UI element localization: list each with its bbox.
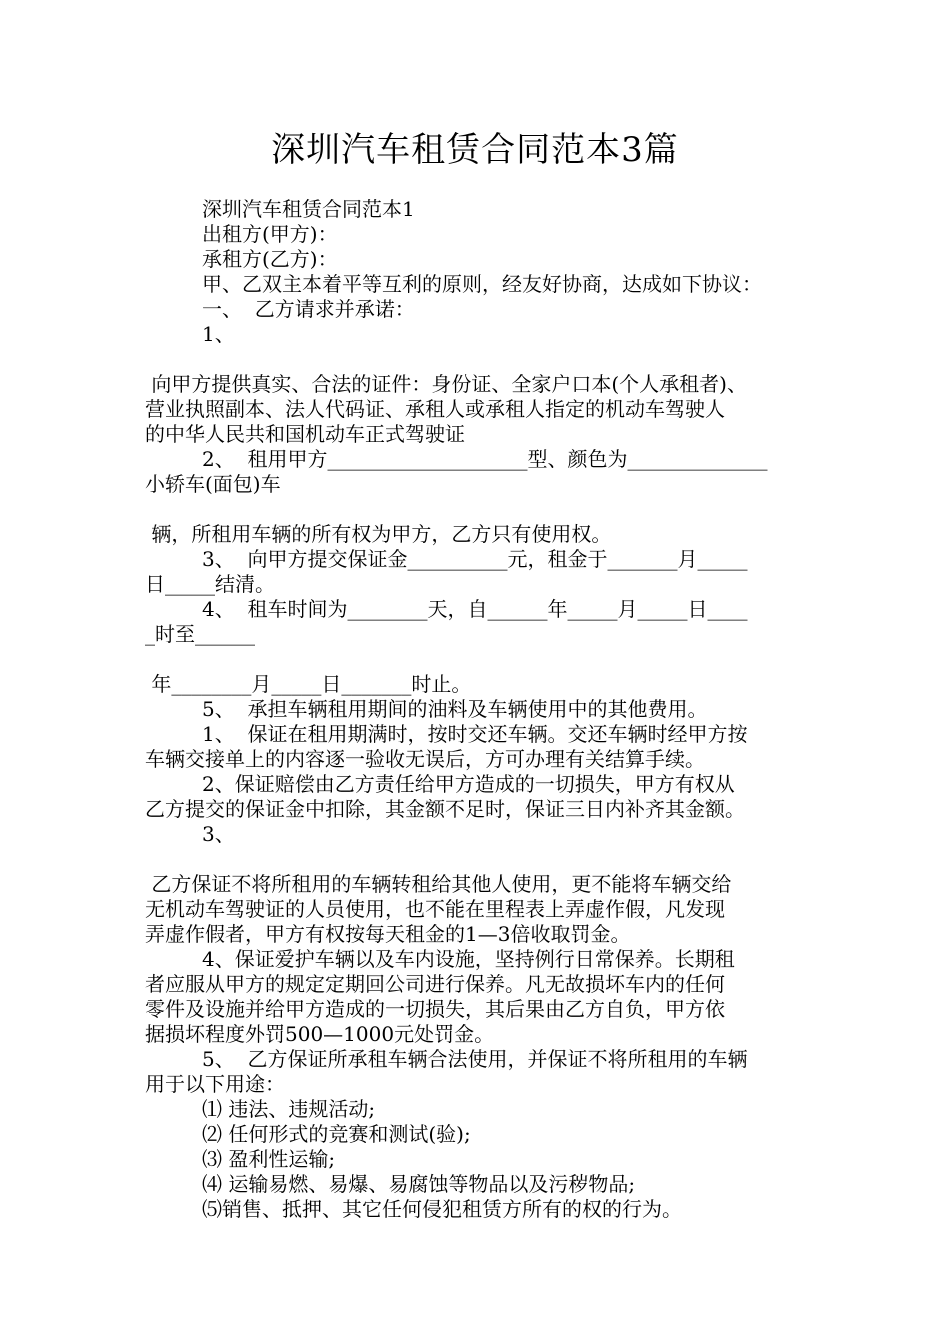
text-line: 乙方提交的保证金中扣除，其金额不足时，保证三日内补齐其金额。	[145, 797, 745, 821]
text-line: 营业执照副本、法人代码证、承租人或承租人指定的机动车驾驶人	[145, 397, 725, 421]
text-line: 出租方(甲方)：	[202, 222, 338, 246]
list-item: ⑴ 违法、违规活动;	[202, 1097, 376, 1121]
text-line: 零件及设施并给甲方造成的一切损失，其后果由乙方自负，甲方依	[145, 997, 725, 1021]
text-line: 3、	[202, 822, 235, 846]
text-line: 5、 承担车辆租用期间的油料及车辆使用中的其他费用。	[202, 697, 708, 721]
blank-line	[145, 347, 817, 372]
list-item: ⑷ 运输易燃、易爆、易腐蚀等物品以及污秽物品;	[202, 1172, 636, 1196]
text-line: 甲、乙双主本着平等互利的原则，经友好协商，达成如下协议：	[202, 272, 762, 296]
text-line: 3、 向甲方提交保证金__________元，租金于_______月_____	[202, 547, 748, 571]
text-line: 者应服从甲方的规定定期回公司进行保养。凡无故损坏车内的任何	[145, 972, 725, 996]
text-line: 车辆交接单上的内容逐一验收无误后，方可办理有关结算手续。	[145, 747, 705, 771]
document-body	[145, 197, 817, 1222]
text-line: 1、 保证在租用期满时，按时交还车辆。交还车辆时经甲方按	[202, 722, 748, 746]
text-line: 无机动车驾驶证的人员使用，也不能在里程表上弄虚作假，凡发现	[145, 897, 725, 921]
blank-line	[145, 847, 817, 872]
blank-line	[145, 497, 817, 522]
blank-line	[145, 647, 817, 672]
text-line: 据损坏程度外罚500—1000元处罚金。	[145, 1022, 495, 1046]
text-line: 一、 乙方请求并承诺：	[202, 297, 415, 321]
text-line: 向甲方提供真实、合法的证件：身份证、全家户口本(个人承租者)、	[145, 372, 747, 396]
text-line: 辆，所租用车辆的所有权为甲方，乙方只有使用权。	[145, 522, 612, 546]
list-item: ⑵ 任何形式的竞赛和测试(验);	[202, 1122, 471, 1146]
list-item: ⑶ 盈利性运输;	[202, 1147, 336, 1171]
text-line: 1、	[202, 322, 235, 346]
text-line: 年________月_____日_______时止。	[145, 672, 472, 696]
list-item: ⑸销售、抵押、其它任何侵犯租赁方所有的权的行为。	[202, 1197, 682, 1221]
text-line: 用于以下用途：	[145, 1072, 285, 1096]
text-line: 2、保证赔偿由乙方责任给甲方造成的一切损失，甲方有权从	[202, 772, 735, 796]
text-line: 的中华人民共和国机动车正式驾驶证	[145, 422, 465, 446]
text-line: _时至______	[145, 622, 255, 646]
text-line: 4、保证爱护车辆以及车内设施，坚持例行日常保养。长期租	[202, 947, 735, 971]
text-line: 弄虚作假者，甲方有权按每天租金的1—3倍收取罚金。	[145, 922, 631, 946]
document-title: 深圳汽车租赁合同范本3篇	[271, 130, 679, 170]
text-line: 4、 租车时间为________天，自______年_____月_____日____	[202, 597, 748, 621]
text-line: 2、 租用甲方____________________型、颜色为______________	[202, 447, 768, 471]
text-line: 承租方(乙方)：	[202, 247, 338, 271]
text-line: 小轿车(面包)车	[145, 472, 281, 496]
text-line: 乙方保证不将所租用的车辆转租给其他人使用，更不能将车辆交给	[145, 872, 732, 896]
text-line: 日_____结清。	[145, 572, 275, 596]
text-line: 5、 乙方保证所承租车辆合法使用，并保证不将所租用的车辆	[202, 1047, 748, 1071]
text-line: 深圳汽车租赁合同范本1	[202, 197, 415, 221]
